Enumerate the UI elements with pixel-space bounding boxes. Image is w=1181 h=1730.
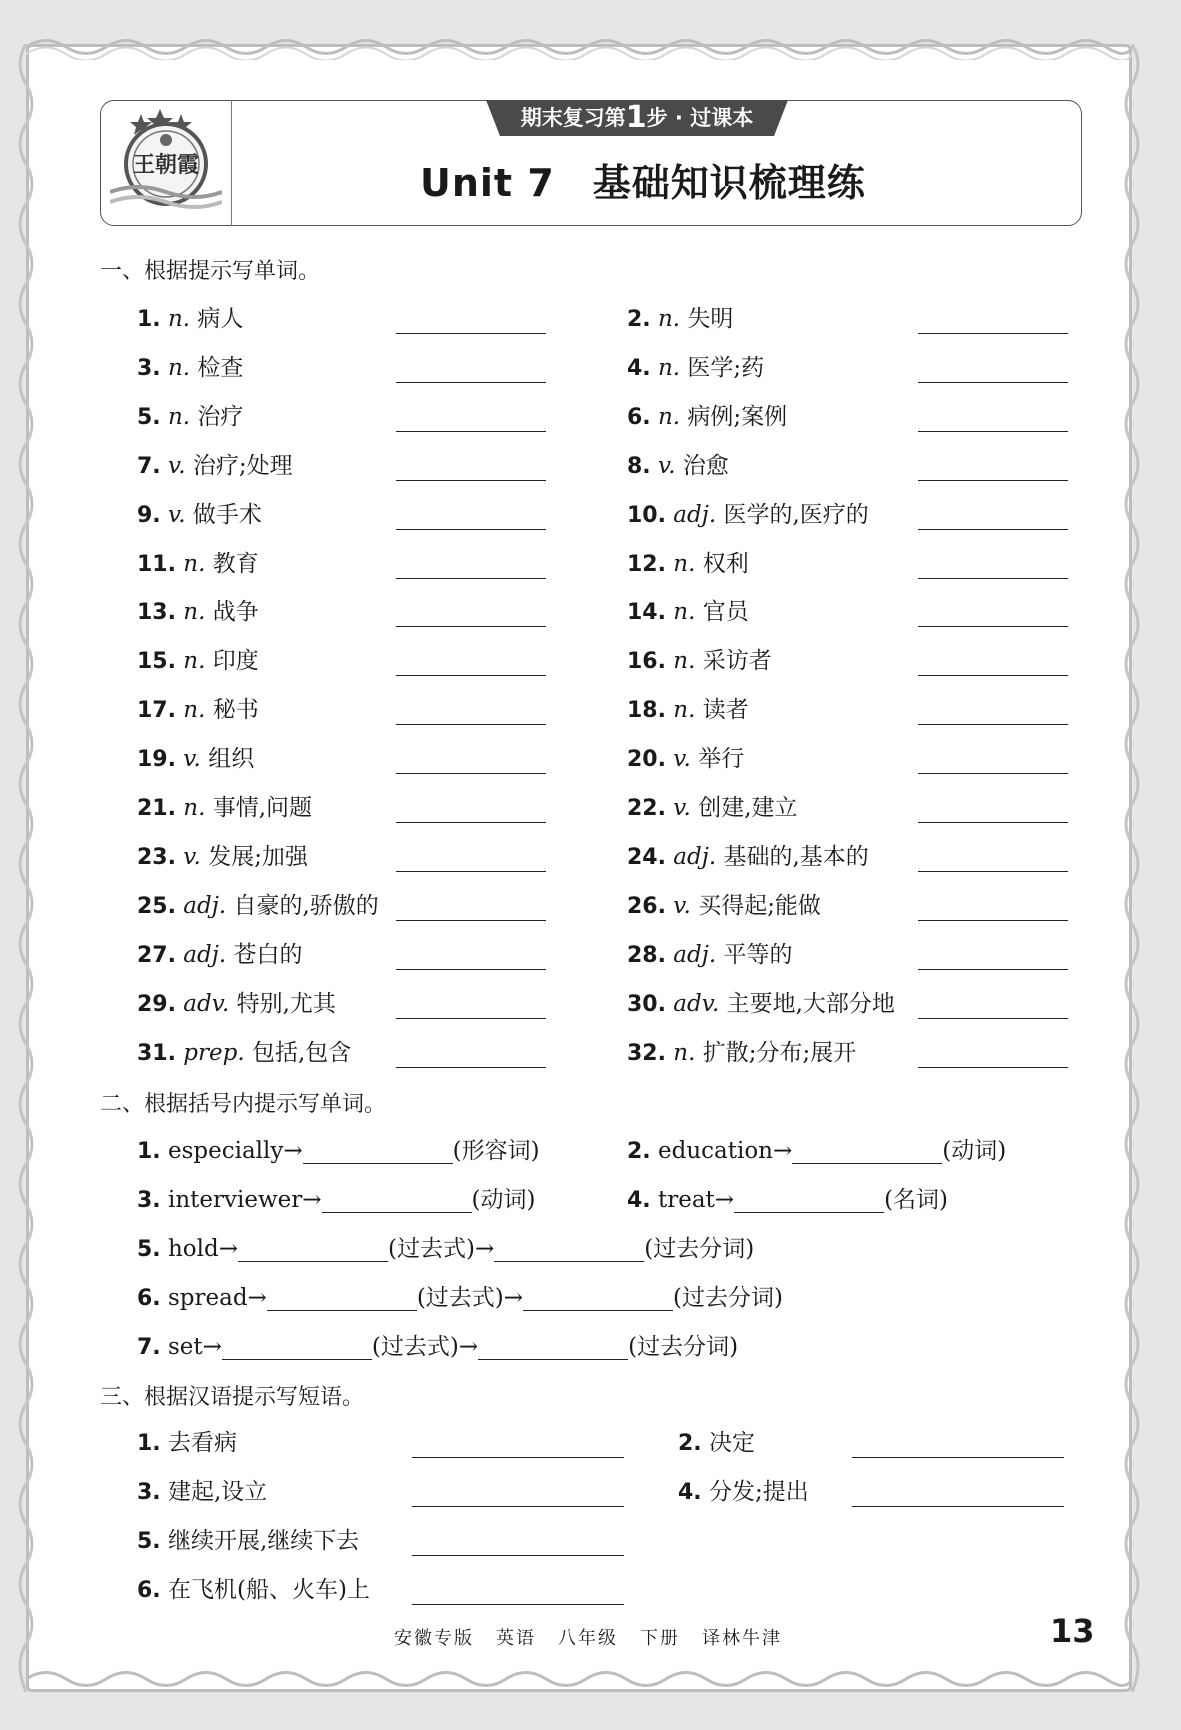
- phrase-item: [137, 1428, 237, 1458]
- word-item: [627, 940, 793, 970]
- hint-label: (名词): [884, 1187, 949, 1213]
- part-of-speech: v.: [673, 795, 691, 821]
- answer-blank[interactable]: [396, 479, 546, 481]
- banner-step-number: 1: [625, 100, 647, 135]
- word-item: [137, 1038, 351, 1068]
- part-of-speech: v.: [673, 892, 691, 919]
- item-number: 29.: [137, 991, 176, 1017]
- part-of-speech: v.: [183, 746, 201, 773]
- part-of-speech: adj.: [183, 941, 227, 968]
- answer-blank[interactable]: [852, 1505, 1064, 1507]
- phrase-item: [137, 1575, 370, 1605]
- hint-label: (动词): [942, 1138, 1007, 1164]
- item-number: 3.: [137, 1188, 161, 1213]
- item-number: 6.: [137, 1578, 161, 1603]
- part-of-speech: n.: [183, 648, 206, 675]
- item-number: 8.: [627, 453, 651, 479]
- answer-blank[interactable]: [918, 821, 1068, 823]
- page-number: 13: [1050, 1612, 1095, 1650]
- part-of-speech: n.: [673, 550, 696, 577]
- word-item: [137, 793, 312, 823]
- wavy-border-top: [26, 34, 1132, 60]
- answer-blank[interactable]: [918, 772, 1068, 774]
- banner-prefix: 期末复习第: [520, 106, 626, 130]
- phrase-item: [137, 1477, 267, 1507]
- item-number: 10.: [627, 502, 666, 528]
- item-number: 28.: [627, 942, 666, 968]
- item-number: 23.: [137, 844, 176, 870]
- part-of-speech: n.: [673, 1039, 696, 1066]
- hint-label: (过去分词): [673, 1285, 783, 1311]
- item-number: 15.: [137, 649, 176, 675]
- item-hint: 官员: [702, 599, 749, 626]
- base-word: interviewer→: [167, 1187, 322, 1213]
- answer-blank[interactable]: [918, 332, 1068, 334]
- item-number: 31.: [137, 1040, 176, 1066]
- item-number: 4.: [627, 355, 651, 381]
- word-item: [627, 304, 733, 334]
- part-of-speech: v.: [167, 501, 186, 528]
- item-hint: 病例;案例: [687, 403, 788, 430]
- part-of-speech: n.: [183, 550, 206, 577]
- item-hint: 买得起;能做: [698, 892, 821, 919]
- part-of-speech: n.: [183, 697, 206, 724]
- item-number: 3.: [137, 1480, 161, 1505]
- derivation-item: [137, 1332, 738, 1362]
- footer-publisher: 译林牛津: [702, 1628, 782, 1649]
- answer-blank[interactable]: [396, 577, 546, 579]
- answer-blank[interactable]: [478, 1337, 628, 1360]
- base-word: treat→: [657, 1187, 735, 1213]
- item-hint: 检查: [197, 354, 244, 381]
- answer-blank[interactable]: [918, 381, 1068, 383]
- answer-blank[interactable]: [918, 674, 1068, 676]
- item-hint: 治疗: [197, 403, 244, 430]
- item-hint: 读者: [702, 697, 749, 724]
- word-item: [627, 402, 787, 432]
- item-number: 3.: [137, 355, 161, 381]
- item-number: 16.: [627, 649, 666, 675]
- wavy-border-right: [1120, 44, 1144, 1692]
- item-number: 2.: [627, 1139, 651, 1164]
- title-text: 基础知识梳理练: [592, 161, 866, 205]
- answer-blank[interactable]: [918, 723, 1068, 725]
- item-hint: 举行: [698, 746, 745, 773]
- item-number: 27.: [137, 942, 176, 968]
- derivation-item: [627, 1136, 1006, 1166]
- part-of-speech: n.: [657, 354, 681, 381]
- part-of-speech: n.: [167, 403, 191, 430]
- item-number: 1.: [137, 1139, 161, 1164]
- item-hint: 平等的: [723, 941, 793, 968]
- answer-blank[interactable]: [918, 528, 1068, 530]
- unit-label: Unit 7: [420, 161, 555, 205]
- word-item: [137, 402, 243, 432]
- part-of-speech: n.: [673, 599, 696, 626]
- item-hint: 病人: [197, 306, 244, 332]
- item-hint: 决定: [708, 1430, 755, 1456]
- item-hint: 秘书: [212, 697, 259, 724]
- base-word: set→: [167, 1334, 222, 1360]
- part-of-speech: n.: [673, 697, 696, 724]
- derivation-item: [627, 1185, 948, 1215]
- base-word: education→: [657, 1138, 793, 1164]
- word-item: [137, 597, 259, 627]
- item-number: 9.: [137, 502, 161, 528]
- hint-label: (动词): [471, 1187, 536, 1213]
- section-3-title: 三、根据汉语提示写短语。: [100, 1385, 365, 1410]
- item-hint: 医学的,医疗的: [723, 501, 869, 528]
- word-item: [137, 744, 254, 774]
- word-item: [627, 1038, 856, 1068]
- part-of-speech: n.: [657, 403, 681, 430]
- answer-blank[interactable]: [523, 1288, 673, 1311]
- item-hint: 扩散;分布;展开: [702, 1039, 857, 1066]
- part-of-speech: n.: [183, 795, 206, 821]
- item-hint: 分发;提出: [708, 1479, 809, 1505]
- hint-label: (过去式)→: [388, 1236, 495, 1262]
- section-1-title: 一、根据提示写单词。: [100, 259, 321, 284]
- banner-suffix: 步 · 过课本: [646, 106, 754, 130]
- base-word: hold→: [167, 1236, 238, 1262]
- item-hint: 教育: [212, 550, 259, 577]
- wavy-border-bottom: [26, 1666, 1132, 1692]
- answer-blank[interactable]: [238, 1239, 388, 1262]
- section-2-title: 二、根据括号内提示写单词。: [100, 1092, 387, 1117]
- item-number: 24.: [627, 844, 666, 870]
- item-hint: 做手术: [192, 501, 262, 528]
- derivation-item: [137, 1136, 540, 1166]
- item-hint: 主要地,大部分地: [726, 990, 895, 1017]
- word-item: [627, 989, 895, 1019]
- item-hint: 基础的,基本的: [723, 843, 869, 870]
- item-number: 12.: [627, 551, 666, 577]
- part-of-speech: v.: [183, 843, 201, 870]
- item-number: 5.: [137, 1237, 161, 1262]
- answer-blank[interactable]: [396, 430, 546, 432]
- answer-blank[interactable]: [222, 1337, 372, 1360]
- item-number: 11.: [137, 551, 176, 577]
- item-number: 17.: [137, 698, 176, 724]
- item-number: 13.: [137, 600, 176, 626]
- item-hint: 采访者: [702, 648, 772, 675]
- answer-blank[interactable]: [918, 625, 1068, 627]
- phrase-item: [678, 1477, 809, 1507]
- item-hint: 战争: [212, 599, 259, 626]
- item-number: 6.: [137, 1286, 161, 1311]
- item-number: 1.: [137, 1431, 161, 1456]
- answer-blank[interactable]: [396, 332, 546, 334]
- word-item: [627, 646, 772, 676]
- item-number: 2.: [627, 307, 651, 332]
- wavy-border-left: [14, 44, 38, 1692]
- base-word: spread→: [167, 1285, 267, 1311]
- answer-blank[interactable]: [734, 1190, 884, 1213]
- footer-edition: 安徽专版: [394, 1628, 474, 1649]
- item-hint: 医学;药: [687, 354, 765, 381]
- answer-blank[interactable]: [396, 1017, 546, 1019]
- answer-blank[interactable]: [494, 1239, 644, 1262]
- footer-subject: 英语: [496, 1628, 536, 1649]
- item-number: 30.: [627, 991, 666, 1017]
- word-item: [137, 842, 308, 872]
- footer-grade: 八年级: [558, 1628, 618, 1649]
- item-hint: 去看病: [167, 1430, 237, 1456]
- answer-blank[interactable]: [396, 381, 546, 383]
- word-item: [627, 793, 798, 823]
- item-hint: 印度: [212, 648, 259, 675]
- item-hint: 创建,建立: [698, 795, 798, 821]
- phrase-item: [678, 1428, 755, 1458]
- part-of-speech: n.: [657, 306, 681, 332]
- item-hint: 建起,设立: [167, 1479, 268, 1505]
- item-number: 7.: [137, 1335, 161, 1360]
- answer-blank[interactable]: [918, 919, 1068, 921]
- item-hint: 特别,尤其: [236, 990, 336, 1017]
- item-hint: 自豪的,骄傲的: [233, 892, 379, 919]
- answer-blank[interactable]: [918, 430, 1068, 432]
- answer-blank[interactable]: [918, 1066, 1068, 1068]
- item-number: 32.: [627, 1040, 666, 1066]
- answer-blank[interactable]: [918, 870, 1068, 872]
- hint-label: (形容词): [452, 1138, 540, 1164]
- word-item: [627, 842, 869, 872]
- answer-blank[interactable]: [918, 479, 1068, 481]
- item-hint: 苍白的: [233, 941, 303, 968]
- word-item: [627, 744, 744, 774]
- logo-text: 王朝霞: [132, 152, 199, 178]
- word-item: [137, 695, 259, 725]
- answer-blank[interactable]: [303, 1141, 453, 1164]
- item-number: 4.: [627, 1188, 651, 1213]
- answer-blank[interactable]: [792, 1141, 942, 1164]
- word-item: [137, 500, 262, 530]
- part-of-speech: v.: [657, 452, 676, 479]
- word-item: [627, 891, 821, 921]
- item-number: 6.: [627, 404, 651, 430]
- item-hint: 权利: [702, 550, 749, 577]
- answer-blank[interactable]: [852, 1456, 1064, 1458]
- answer-blank[interactable]: [412, 1554, 624, 1556]
- item-number: 5.: [137, 1529, 161, 1554]
- step-banner: [486, 100, 788, 136]
- answer-blank[interactable]: [396, 821, 546, 823]
- item-number: 14.: [627, 600, 666, 626]
- item-number: 2.: [678, 1431, 702, 1456]
- item-hint: 治疗;处理: [192, 452, 293, 479]
- item-number: 5.: [137, 404, 161, 430]
- answer-blank[interactable]: [396, 723, 546, 725]
- answer-blank[interactable]: [322, 1190, 472, 1213]
- part-of-speech: n.: [167, 354, 191, 381]
- part-of-speech: v.: [673, 746, 691, 773]
- answer-blank[interactable]: [396, 919, 546, 921]
- answer-blank[interactable]: [396, 772, 546, 774]
- item-number: 20.: [627, 747, 666, 773]
- word-item: [137, 940, 303, 970]
- item-hint: 事情,问题: [212, 795, 313, 821]
- answer-blank[interactable]: [396, 968, 546, 970]
- item-number: 22.: [627, 796, 666, 821]
- word-item: [627, 695, 749, 725]
- word-item: [137, 353, 243, 383]
- word-item: [627, 353, 764, 383]
- item-number: 18.: [627, 698, 666, 724]
- logo: [100, 100, 232, 226]
- part-of-speech: adv.: [673, 990, 720, 1017]
- page-title: [420, 152, 866, 207]
- answer-blank[interactable]: [412, 1505, 624, 1507]
- footer: [394, 1624, 804, 1650]
- part-of-speech: adj.: [183, 892, 227, 919]
- hint-label: (过去式)→: [416, 1285, 524, 1311]
- part-of-speech: adv.: [183, 990, 230, 1017]
- word-item: [137, 549, 259, 579]
- base-word: especially→: [167, 1138, 303, 1164]
- derivation-item: [137, 1185, 535, 1215]
- word-item: [137, 304, 243, 334]
- word-item: [137, 891, 379, 921]
- word-item: [627, 549, 749, 579]
- answer-blank[interactable]: [396, 528, 546, 530]
- word-item: [137, 646, 259, 676]
- word-item: [627, 500, 869, 530]
- item-number: 21.: [137, 796, 176, 821]
- part-of-speech: adj.: [673, 941, 717, 968]
- part-of-speech: n.: [673, 648, 696, 675]
- part-of-speech: n.: [167, 306, 191, 332]
- answer-blank[interactable]: [396, 870, 546, 872]
- answer-blank[interactable]: [918, 577, 1068, 579]
- word-item: [137, 451, 293, 481]
- item-hint: 在飞机(船、火车)上: [167, 1577, 370, 1603]
- footer-volume: 下册: [640, 1628, 680, 1649]
- answer-blank[interactable]: [412, 1603, 624, 1605]
- answer-blank[interactable]: [918, 968, 1068, 970]
- item-number: 25.: [137, 893, 176, 919]
- answer-blank[interactable]: [396, 1066, 546, 1068]
- derivation-item: [137, 1234, 754, 1264]
- hint-label: (过去式)→: [371, 1334, 479, 1360]
- item-hint: 包括,包含: [251, 1039, 352, 1066]
- part-of-speech: prep.: [183, 1039, 245, 1066]
- part-of-speech: v.: [167, 452, 186, 479]
- item-hint: 继续开展,继续下去: [167, 1528, 360, 1554]
- answer-blank[interactable]: [267, 1288, 417, 1311]
- word-item: [137, 989, 336, 1019]
- word-item: [627, 451, 729, 481]
- part-of-speech: adj.: [673, 501, 717, 528]
- item-number: 4.: [678, 1480, 702, 1505]
- item-hint: 治愈: [682, 452, 729, 479]
- hint-label: (过去分词): [644, 1236, 755, 1262]
- item-number: 7.: [137, 453, 161, 479]
- answer-blank[interactable]: [918, 1017, 1068, 1019]
- item-hint: 组织: [208, 746, 255, 773]
- part-of-speech: adj.: [673, 843, 717, 870]
- hint-label: (过去分词): [628, 1334, 739, 1360]
- derivation-item: [137, 1283, 783, 1313]
- word-item: [627, 597, 749, 627]
- answer-blank[interactable]: [396, 674, 546, 676]
- item-number: 26.: [627, 893, 666, 919]
- item-hint: 失明: [687, 306, 734, 332]
- item-hint: 发展;加强: [208, 843, 308, 870]
- item-number: 1.: [137, 307, 161, 332]
- item-number: 19.: [137, 747, 176, 773]
- phrase-item: [137, 1526, 359, 1556]
- answer-blank[interactable]: [396, 625, 546, 627]
- part-of-speech: n.: [183, 599, 206, 626]
- answer-blank[interactable]: [412, 1456, 624, 1458]
